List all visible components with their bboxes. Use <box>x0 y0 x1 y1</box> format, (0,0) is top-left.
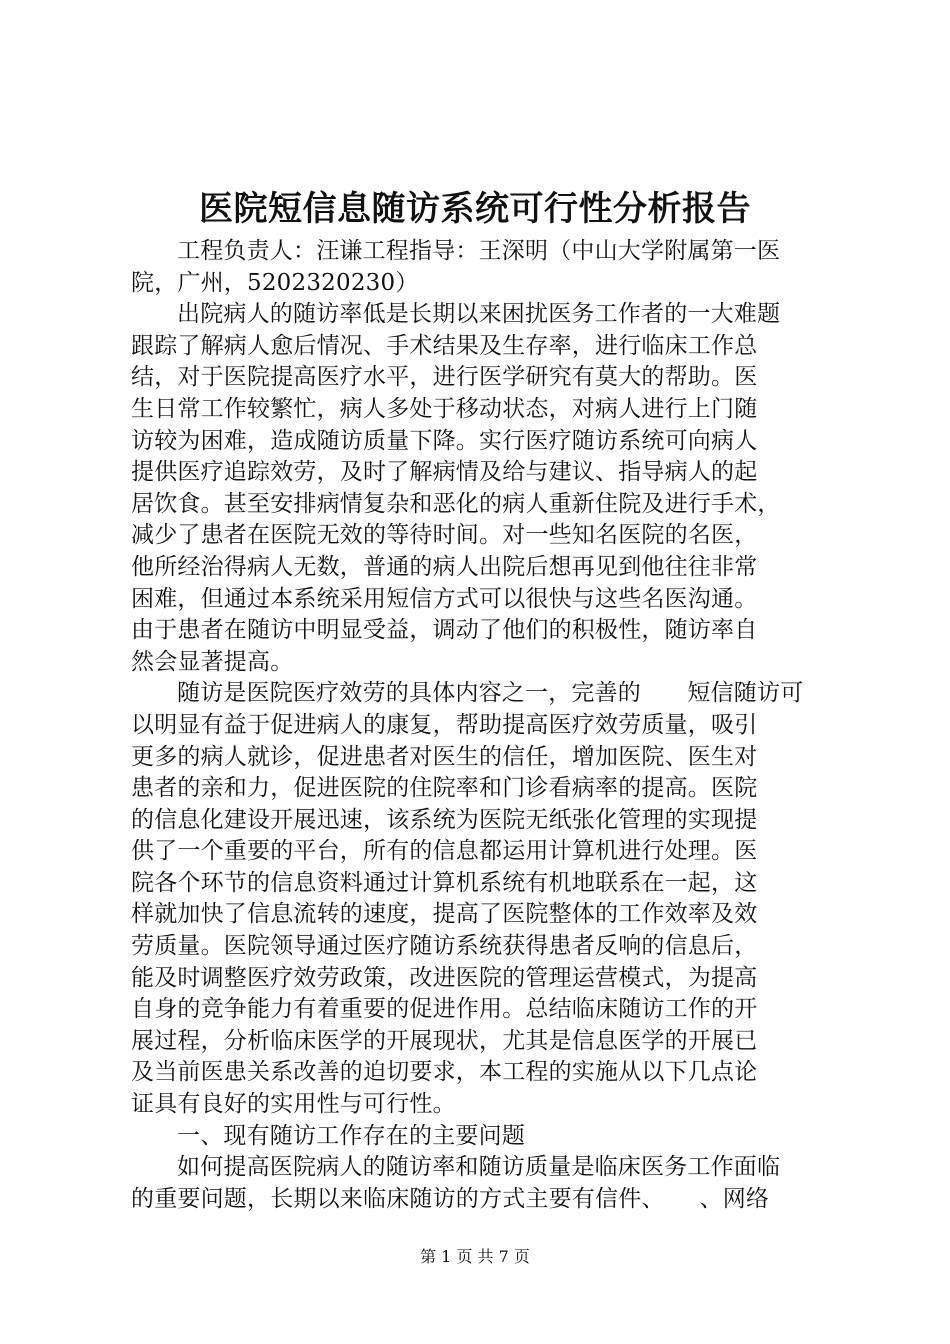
text-line: 随访是医院医疗效劳的具体内容之一，完善的 短信随访可 <box>177 680 804 707</box>
text-line: 跟踪了解病人愈后情况、手术结果及生存率，进行临床工作总 <box>131 332 758 359</box>
text-line: 结，对于医院提高医疗水平，进行医学研究有莫大的帮助。医 <box>131 364 758 391</box>
page-number-footer: 第 1 页 共 7 页 <box>420 1247 530 1266</box>
text-line: 更多的病人就诊，促进患者对医生的信任，增加医院、医生对 <box>131 743 758 770</box>
text-line: 工程负责人：汪谦工程指导：王深明（中山大学附属第一医 <box>177 238 781 264</box>
text-line: 如何提高医院病人的随访率和随访质量是临床医务工作面临 <box>177 1154 781 1181</box>
section-heading: 一、现有随访工作存在的主要问题 <box>177 1122 525 1149</box>
text-line: 提供医疗追踪效劳，及时了解病情及给与建议、指导病人的起 <box>131 459 758 486</box>
text-line: 出院病人的随访率低是长期以来困扰医务工作者的一大难题 <box>177 301 781 328</box>
text-line: 生日常工作较繁忙，病人多处于移动状态，对病人进行上门随 <box>131 395 758 422</box>
text-line: 患者的亲和力，促进医院的住院率和门诊看病率的提高。医院 <box>131 775 758 802</box>
text-line: 的信息化建设开展迅速，该系统为医院无纸张化管理的实现提 <box>131 806 758 833</box>
text-line: 由于患者在随访中明显受益，调动了他们的积极性，随访率自 <box>131 617 758 644</box>
text-line: 证具有良好的实用性与可行性。 <box>131 1091 456 1118</box>
text-line: 样就加快了信息流转的速度，提高了医院整体的工作效率及效 <box>131 901 758 928</box>
document-title: 医院短信息随访系统可行性分析报告 <box>199 189 751 229</box>
text-line: 自身的竞争能力有着重要的促进作用。总结临床随访工作的开 <box>131 996 758 1023</box>
text-line: 院各个环节的信息资料通过计算机系统有机地联系在一起，这 <box>131 869 758 896</box>
text-line: 供了一个重要的平台，所有的信息都运用计算机进行处理。医 <box>131 838 758 865</box>
text-line: 访较为困难，造成随访质量下降。实行医疗随访系统可向病人 <box>131 427 758 454</box>
text-line: 的重要问题，长期以来临床随访的方式主要有信件、 、网络 <box>131 1185 770 1212</box>
text-line: 能及时调整医疗效劳政策，改进医院的管理运营模式，为提高 <box>131 964 758 991</box>
document-body <box>131 236 831 1215</box>
text-line: 他所经治得病人无数，普通的病人出院后想再见到他往往非常 <box>131 553 758 580</box>
text-line: 然会显著提高。 <box>131 648 294 675</box>
text-line: 居饮食。甚至安排病情复杂和恶化的病人重新住院及进行手术， <box>131 490 781 517</box>
text-line: 及当前医患关系改善的迫切要求，本工程的实施从以下几点论 <box>131 1059 758 1086</box>
text-line: 院，广州，5202320230） <box>131 269 419 296</box>
text-line: 以明显有益于促进病人的康复，帮助提高医疗效劳质量，吸引 <box>131 711 758 738</box>
text-line: 减少了患者在医院无效的等待时间。对一些知名医院的名医， <box>131 522 758 549</box>
text-line: 困难，但通过本系统采用短信方式可以很快与这些名医沟通。 <box>131 585 758 612</box>
text-line: 劳质量。医院领导通过医疗随访系统获得患者反响的信息后， <box>131 933 758 960</box>
text-line: 展过程，分析临床医学的开展现状，尤其是信息医学的开展已 <box>131 1027 758 1054</box>
